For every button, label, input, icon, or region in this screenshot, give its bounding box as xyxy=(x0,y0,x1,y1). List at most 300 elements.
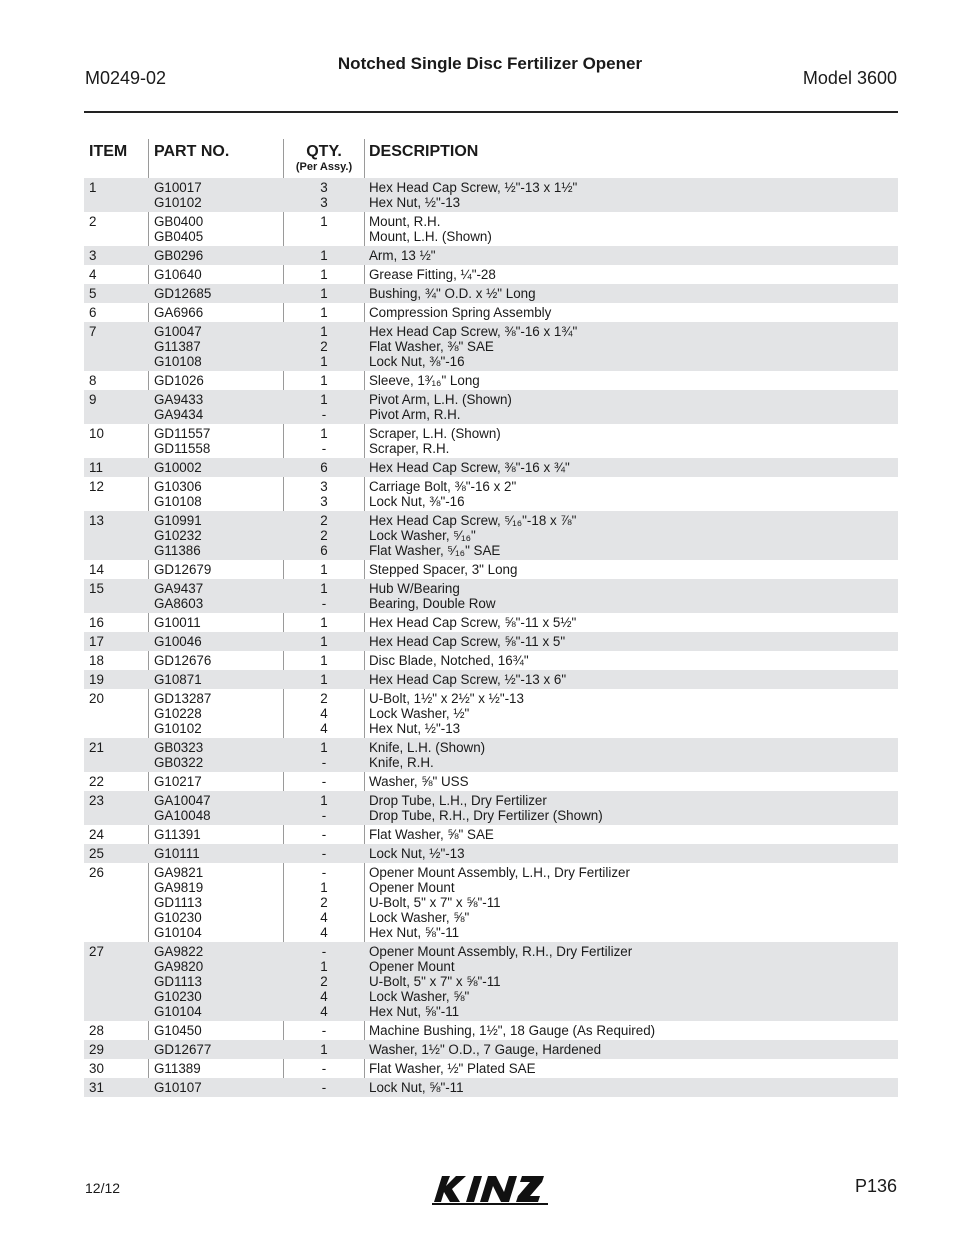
part-number xyxy=(154,865,203,940)
description xyxy=(369,392,512,422)
quantity-line: 1 xyxy=(320,286,328,301)
part-number-line: G10046 xyxy=(154,634,202,649)
description xyxy=(369,324,577,369)
description-line: U-Bolt, 5" x 7" x ⅝"-11 xyxy=(369,895,501,910)
table-row xyxy=(84,303,898,322)
quantity-line: - xyxy=(321,1061,327,1076)
quantity-line: - xyxy=(321,596,327,611)
part-number xyxy=(154,426,210,456)
part-number-line: GB0400 xyxy=(154,214,204,229)
part-number-line: GB0405 xyxy=(154,229,204,244)
part-number-line: G10232 xyxy=(154,528,202,543)
quantity xyxy=(284,944,364,1019)
quantity-line: 2 xyxy=(320,339,328,354)
part-number-line: GA9820 xyxy=(154,959,204,974)
table-row xyxy=(84,825,898,844)
part-number xyxy=(154,774,202,789)
part-number-line: GB0323 xyxy=(154,740,204,755)
description-line: Hex Head Cap Screw, ½"-13 x 6" xyxy=(369,672,567,687)
quantity-line: 1 xyxy=(320,581,328,596)
item-number-text: 21 xyxy=(89,740,104,755)
quantity xyxy=(284,691,364,736)
part-number-line: G10217 xyxy=(154,774,202,789)
quantity-line: 4 xyxy=(320,989,328,1004)
description xyxy=(369,305,551,320)
item-number xyxy=(89,691,104,706)
description xyxy=(369,1080,464,1095)
item-number xyxy=(89,180,96,195)
quantity xyxy=(284,740,364,770)
part-number xyxy=(154,1080,202,1095)
description xyxy=(369,479,516,509)
item-number xyxy=(89,740,104,755)
column-header-qty: QTY. xyxy=(306,143,342,160)
part-number xyxy=(154,827,201,842)
description-line: Stepped Spacer, 3" Long xyxy=(369,562,518,577)
description xyxy=(369,267,496,282)
item-number-text: 2 xyxy=(89,214,97,229)
part-number xyxy=(154,691,211,736)
part-number xyxy=(154,267,202,282)
item-number xyxy=(89,846,104,861)
item-number-text: 27 xyxy=(89,944,104,959)
part-number-line: GD12677 xyxy=(154,1042,212,1057)
quantity-line: 1 xyxy=(320,373,328,388)
quantity-line: - xyxy=(321,441,327,456)
part-number xyxy=(154,513,202,558)
table-row xyxy=(84,579,898,613)
part-number xyxy=(154,392,203,422)
quantity-line: 1 xyxy=(320,392,328,407)
part-number-line: G10230 xyxy=(154,910,202,925)
description-line: Pivot Arm, R.H. xyxy=(369,407,461,422)
quantity-line: 1 xyxy=(320,562,328,577)
quantity-line: 1 xyxy=(320,653,328,668)
quantity xyxy=(284,460,364,475)
description-line: Hub W/Bearing xyxy=(369,581,460,596)
part-number xyxy=(154,305,203,320)
item-number-text: 12 xyxy=(89,479,104,494)
part-number-line: GD1113 xyxy=(154,974,202,989)
description-line: Carriage Bolt, ⅜"-16 x 2" xyxy=(369,479,517,494)
item-number-text: 10 xyxy=(89,426,104,441)
table-row xyxy=(84,1021,898,1040)
item-number-text: 20 xyxy=(89,691,104,706)
quantity xyxy=(284,324,364,369)
quantity-line: 3 xyxy=(320,195,328,210)
quantity-line: 2 xyxy=(320,513,328,528)
item-number-text: 8 xyxy=(89,373,97,388)
quantity xyxy=(284,392,364,422)
description xyxy=(369,513,576,558)
quantity-line: - xyxy=(321,1080,327,1095)
item-number-text: 5 xyxy=(89,286,97,301)
item-number-text: 26 xyxy=(89,865,104,880)
description xyxy=(369,1042,601,1057)
quantity-line: 2 xyxy=(320,528,328,543)
part-number-line: GA9822 xyxy=(154,944,204,959)
quantity-line: 1 xyxy=(320,634,328,649)
description-line: Lock Nut, ⅜"-16 xyxy=(369,494,465,509)
quantity xyxy=(284,581,364,611)
quantity-line: 1 xyxy=(320,214,328,229)
part-number-line: G10111 xyxy=(154,846,200,861)
part-number-line: GA10048 xyxy=(154,808,211,823)
part-number xyxy=(154,373,204,388)
part-number-line: GA8603 xyxy=(154,596,204,611)
description-line: Washer, ⅝" USS xyxy=(369,774,469,789)
quantity xyxy=(284,267,364,282)
description-line: Hex Head Cap Screw, ⅜"-16 x 1¾" xyxy=(369,324,578,339)
part-number-line: G11387 xyxy=(154,339,201,354)
quantity xyxy=(284,634,364,649)
description-line: Hex Head Cap Screw, ⅝"-11 x 5" xyxy=(369,634,566,649)
description-line: Hex Nut, ⅝"-11 xyxy=(369,925,460,940)
description xyxy=(369,740,485,770)
description xyxy=(369,691,524,736)
description xyxy=(369,1061,536,1076)
item-number-text: 4 xyxy=(89,267,97,282)
description-line: Machine Bushing, 1½", 18 Gauge (As Required) xyxy=(369,1023,656,1038)
description-line: Lock Washer, ½" xyxy=(369,706,470,721)
quantity-line: 3 xyxy=(320,494,328,509)
item-number-text: 3 xyxy=(89,248,97,263)
column-header-item: ITEM xyxy=(89,143,128,160)
description-line: Knife, L.H. (Shown) xyxy=(369,740,486,755)
quantity xyxy=(284,1061,364,1076)
description-line: Opener Mount xyxy=(369,959,455,974)
quantity-line: 6 xyxy=(320,460,328,475)
part-number xyxy=(154,846,200,861)
item-number xyxy=(89,672,104,687)
part-number-line: G10108 xyxy=(154,354,202,369)
description xyxy=(369,615,576,630)
quantity xyxy=(284,562,364,577)
description-line: Flat Washer, ⅜" SAE xyxy=(369,339,494,354)
item-number-text: 1 xyxy=(89,180,97,195)
quantity xyxy=(284,513,364,558)
description-line: Opener Mount Assembly, L.H., Dry Fertilizer xyxy=(369,865,630,880)
quantity xyxy=(284,615,364,630)
quantity-line: 1 xyxy=(320,248,328,263)
item-number-text: 16 xyxy=(89,615,104,630)
part-number-line: G10047 xyxy=(154,324,202,339)
item-number xyxy=(89,305,96,320)
part-number-line: G11386 xyxy=(154,543,201,558)
quantity xyxy=(284,653,364,668)
quantity-line: 1 xyxy=(320,426,328,441)
part-number-line: GA9819 xyxy=(154,880,204,895)
quantity xyxy=(284,865,364,940)
parts-table xyxy=(84,178,898,1097)
item-number xyxy=(89,793,104,808)
part-number-line: G10871 xyxy=(154,672,202,687)
part-number-line: G10002 xyxy=(154,460,202,475)
quantity xyxy=(284,373,364,388)
part-number xyxy=(154,944,203,1019)
part-number-line: G10991 xyxy=(154,513,202,528)
description-line: Sleeve, 1³⁄₁₆" Long xyxy=(369,373,480,388)
part-number xyxy=(154,324,202,369)
description xyxy=(369,793,603,823)
description xyxy=(369,1023,655,1038)
item-number xyxy=(89,248,96,263)
part-number-line: GA9434 xyxy=(154,407,204,422)
quantity-line: - xyxy=(321,827,327,842)
quantity-line: - xyxy=(321,865,327,880)
part-number-line: G10104 xyxy=(154,1004,202,1019)
quantity-line: 1 xyxy=(320,740,328,755)
part-number xyxy=(154,286,211,301)
item-number xyxy=(89,513,104,528)
item-number xyxy=(89,1023,104,1038)
table-row xyxy=(84,651,898,670)
quantity-line: - xyxy=(321,808,327,823)
item-number-text: 9 xyxy=(89,392,97,407)
part-number xyxy=(154,180,202,210)
description-line: Mount, L.H. (Shown) xyxy=(369,229,492,244)
quantity-line: 3 xyxy=(320,180,328,195)
description-line: Drop Tube, L.H., Dry Fertilizer xyxy=(369,793,547,808)
table-row xyxy=(84,791,898,825)
item-number xyxy=(89,460,103,475)
description-line: Mount, R.H. xyxy=(369,214,441,229)
part-number xyxy=(154,653,211,668)
description xyxy=(369,460,570,475)
description-line: Bushing, ¾" O.D. x ½" Long xyxy=(369,286,536,301)
description-line: Flat Washer, ⅝" SAE xyxy=(369,827,494,842)
part-number-line: G10017 xyxy=(154,180,202,195)
item-number xyxy=(89,562,104,577)
quantity xyxy=(284,286,364,301)
description xyxy=(369,581,496,611)
quantity-line: 4 xyxy=(320,721,328,736)
description-line: Arm, 13 ½" xyxy=(369,248,436,263)
part-number xyxy=(154,740,203,770)
part-number xyxy=(154,672,202,687)
description-line: Flat Washer, ⁵⁄₁₆" SAE xyxy=(369,543,501,558)
item-number xyxy=(89,1061,104,1076)
quantity-line: 4 xyxy=(320,706,328,721)
quantity-line: - xyxy=(321,774,327,789)
column-header-qty-sub: (Per Assy.) xyxy=(295,161,353,173)
part-number-line: GD11557 xyxy=(154,426,211,441)
part-number-line: G10306 xyxy=(154,479,202,494)
table-row xyxy=(84,477,898,511)
description-line: Lock Washer, ⅝" xyxy=(369,910,470,925)
table-row xyxy=(84,246,898,265)
quantity-line: 2 xyxy=(320,974,328,989)
description-line: Compression Spring Assembly xyxy=(369,305,552,320)
part-number xyxy=(154,581,203,611)
description-line: Pivot Arm, L.H. (Shown) xyxy=(369,392,512,407)
quantity-line: 1 xyxy=(320,880,328,895)
item-number-text: 18 xyxy=(89,653,104,668)
description xyxy=(369,944,632,1019)
quantity xyxy=(284,248,364,263)
part-number-line: G10011 xyxy=(154,615,201,630)
page-number: P136 xyxy=(854,1176,897,1196)
quantity xyxy=(284,846,364,861)
description-line: Lock Washer, ⅝" xyxy=(369,989,470,1004)
part-number-line: GA9821 xyxy=(154,865,204,880)
quantity-line: - xyxy=(321,944,327,959)
quantity-line: 1 xyxy=(320,959,328,974)
part-number xyxy=(154,479,202,509)
description-line: U-Bolt, 1½" x 2½" x ½"-13 xyxy=(369,691,524,706)
description xyxy=(369,653,529,668)
item-number xyxy=(89,392,96,407)
part-number xyxy=(154,1061,201,1076)
item-number-text: 24 xyxy=(89,827,104,842)
part-number-line: GD12679 xyxy=(154,562,212,577)
description-line: Disc Blade, Notched, 16¾" xyxy=(369,653,529,668)
part-number-line: GB0296 xyxy=(154,248,204,263)
quantity-line: 1 xyxy=(320,615,328,630)
part-number-line: G10450 xyxy=(154,1023,202,1038)
part-number-line: GA9433 xyxy=(154,392,204,407)
table-header xyxy=(84,139,898,177)
quantity-line: 2 xyxy=(320,895,328,910)
item-number-text: 17 xyxy=(89,634,104,649)
part-number-line: G10107 xyxy=(154,1080,202,1095)
description xyxy=(369,672,566,687)
part-number xyxy=(154,248,203,263)
description-line: Flat Washer, ½" Plated SAE xyxy=(369,1061,536,1076)
table-row xyxy=(84,844,898,863)
item-number-text: 19 xyxy=(89,672,104,687)
quantity-line: - xyxy=(321,755,327,770)
quantity-line: 1 xyxy=(320,1042,328,1057)
description-line: Knife, R.H. xyxy=(369,755,434,770)
table-row xyxy=(84,772,898,791)
description-line: Lock Nut, ⅝"-11 xyxy=(369,1080,464,1095)
table-row xyxy=(84,942,898,1021)
description-line: Hex Nut, ⅝"-11 xyxy=(369,1004,460,1019)
description xyxy=(369,562,517,577)
item-number-text: 13 xyxy=(89,513,104,528)
item-number xyxy=(89,324,96,339)
table-row xyxy=(84,178,898,212)
quantity xyxy=(284,214,364,244)
item-number-text: 15 xyxy=(89,581,104,596)
column-header-description: DESCRIPTION xyxy=(369,143,479,160)
quantity xyxy=(284,1023,364,1038)
quantity xyxy=(284,1042,364,1057)
quantity xyxy=(284,774,364,789)
quantity-line: - xyxy=(321,407,327,422)
kinze-logo xyxy=(430,1172,550,1206)
item-number-text: 31 xyxy=(89,1080,104,1095)
part-number xyxy=(154,615,201,630)
quantity-line: 1 xyxy=(320,267,328,282)
item-number xyxy=(89,426,104,441)
item-number xyxy=(89,634,104,649)
table-row xyxy=(84,284,898,303)
footer-date: 12/12 xyxy=(85,1180,121,1196)
description-line: Opener Mount Assembly, R.H., Dry Fertilizer xyxy=(369,944,633,959)
part-number-line: GA10047 xyxy=(154,793,211,808)
table-row xyxy=(84,613,898,632)
part-number-line: GD12676 xyxy=(154,653,212,668)
part-number xyxy=(154,562,211,577)
part-number-line: G11391 xyxy=(154,827,201,842)
table-row xyxy=(84,458,898,477)
table-row xyxy=(84,1040,898,1059)
item-number xyxy=(89,1080,104,1095)
table-row xyxy=(84,689,898,738)
description-line: Bearing, Double Row xyxy=(369,596,496,611)
description-line: Hex Nut, ½"-13 xyxy=(369,721,461,736)
item-number xyxy=(89,1042,104,1057)
part-number-line: GB0322 xyxy=(154,755,204,770)
quantity-line: 1 xyxy=(320,324,328,339)
item-number-text: 22 xyxy=(89,774,104,789)
table-row xyxy=(84,212,898,246)
part-number-line: G10102 xyxy=(154,195,202,210)
description xyxy=(369,426,501,456)
quantity xyxy=(284,793,364,823)
item-number xyxy=(89,774,104,789)
part-number-line: G11389 xyxy=(154,1061,201,1076)
description-line: Lock Nut, ⅜"-16 xyxy=(369,354,465,369)
part-number xyxy=(154,214,203,244)
description xyxy=(369,286,536,301)
item-number-text: 25 xyxy=(89,846,104,861)
quantity xyxy=(284,180,364,210)
description-line: Hex Head Cap Screw, ½"-13 x 1½" xyxy=(369,180,578,195)
description-line: Grease Fitting, ¼"-28 xyxy=(369,267,496,282)
item-number-text: 14 xyxy=(89,562,104,577)
part-number xyxy=(154,1042,211,1057)
item-number xyxy=(89,653,104,668)
description-line: Opener Mount xyxy=(369,880,455,895)
part-number-line: GA6966 xyxy=(154,305,204,320)
part-number-line: G10104 xyxy=(154,925,202,940)
description-line: Hex Head Cap Screw, ⁵⁄₁₆"-18 x ⅞" xyxy=(369,513,577,528)
description-line: Drop Tube, R.H., Dry Fertilizer (Shown) xyxy=(369,808,603,823)
item-number xyxy=(89,865,104,880)
quantity xyxy=(284,827,364,842)
quantity xyxy=(284,426,364,456)
description xyxy=(369,373,480,388)
part-number-line: G10640 xyxy=(154,267,202,282)
part-number xyxy=(154,634,202,649)
table-row xyxy=(84,670,898,689)
quantity-line xyxy=(284,229,364,244)
description-line: Lock Nut, ½"-13 xyxy=(369,846,465,861)
item-number xyxy=(89,373,96,388)
part-number-line: GD11558 xyxy=(154,441,211,456)
item-number-text: 23 xyxy=(89,793,104,808)
item-number xyxy=(89,267,96,282)
item-number-text: 6 xyxy=(89,305,97,320)
item-number xyxy=(89,214,96,229)
description-line: U-Bolt, 5" x 7" x ⅝"-11 xyxy=(369,974,501,989)
part-number xyxy=(154,793,211,823)
table-row xyxy=(84,265,898,284)
quantity-line: 1 xyxy=(320,672,328,687)
page-title: Notched Single Disc Fertilizer Opener xyxy=(337,54,643,73)
part-number-line: G10102 xyxy=(154,721,202,736)
quantity xyxy=(284,479,364,509)
table-row xyxy=(84,560,898,579)
table-row xyxy=(84,371,898,390)
description xyxy=(369,248,436,263)
column-header-part: PART NO. xyxy=(154,143,230,160)
part-number-line: GD12685 xyxy=(154,286,212,301)
table-row xyxy=(84,1059,898,1078)
